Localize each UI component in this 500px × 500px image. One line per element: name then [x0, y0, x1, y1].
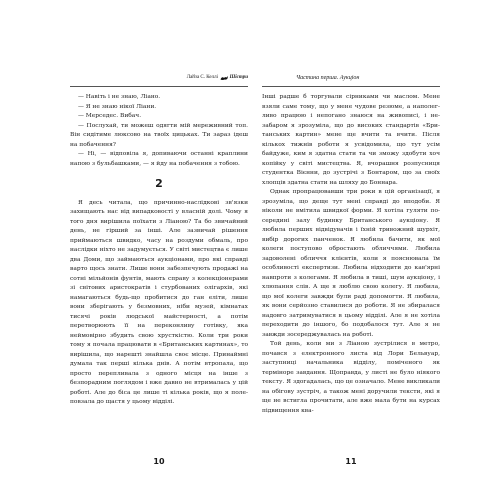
header-book-title: Шістри [229, 75, 248, 80]
chapter-number: 2 [155, 177, 163, 190]
left-page-header [70, 72, 248, 87]
page-number: 10 [153, 457, 165, 466]
right-page [262, 72, 440, 472]
right-page-body [262, 93, 440, 416]
left-page [70, 72, 248, 472]
left-page-body [70, 93, 248, 408]
page-number: 11 [345, 457, 357, 466]
body-paragraph: Я десь читала, що причинно-наслідкові зв'язки захищають нас від випадковості у власній долі. Чому я того дня вирішила поїхати з Ліаною? Та бо звичайний день, не гірший за інші. Але зазвичай рішення приймаються швидко, часу на роздуми обмаль, про наслідки ніхто не задумується. У світі мистецтва є лише два Доми, що займаються аукціонами, про які справді варто щось знати. Лише вони забезпечують продажі на сотні мільйонів фунтів, мають справу з колекціонерами зі світових аристократів і стурбованих олігархів, які намагаються будь-що пробитися до ган еліти, лише вони зберігають у безмовних, ніби музей, кімнатах тисячі років людської майстерності, а потім перетворюють її на переконливу готівку, яка неймовірно збудить свою хрусткістю. Коли три роки тому я почала працювати в «Британських картинах», то вирішила, що нарешті знайшла своє місце. Принаймні думала так перші кілька днів. А потім втропала, що просто перепливала з одного місця на інше з безпорадним поглядом і вже давно не втрималась у цій роботі. Але до біса це лише ті кілька років, що я полеповзала до щастя у цьому відділі. [70, 199, 248, 405]
right-page-header [262, 72, 440, 87]
header-author: Лайза С. Келлі [186, 75, 218, 80]
body-paragraph: Інші радше б торгували сірниками чи маслом. Мене взяли саме тому, що у мене чудове резюме, а наполегливо працюю і непогано знаюся на живописі, і незабаром я зрозуміла, що до високих стандартів «Британських картин» мене ще вчити та вчити. Після кількох тижнів роботи я усвідомила, що тут усім байдуже, ким я здатна стати та чи зможу здобути хоч копійку у світі мистецтва. Я, вчорашня розпусниця студентка Вієнни, до зустрічі з Бонтаром, що за своїх хлопців здатна стати на шляху до Боннара. [262, 94, 440, 186]
header-part-title: Частина перша. Аукціон [296, 75, 360, 81]
body-paragraph: Той день, коли ми з Ліаною зустрілися в метро, почався з електронного листа від Лори Бельвуар, заступниці начальника відділу, поміченого як терміноре завдання. Щоправда, у листі не було ніякого тексту. Я здогадалась, що це означало. Мене викликали на обігову зустріч, а також мені доручили тексти, які я ще не встигла прочитати, але вже мала бути на курсах підвищення ква- [262, 341, 440, 414]
dialogue-line: — Я не знаю нікої Ліани. [78, 103, 157, 110]
cat-ornament-icon [220, 75, 229, 81]
dialogue-line: — Навіть і не знаю, Ліано. [78, 94, 161, 100]
dialogue-line: — Ні, — відповіла я, допиваючи останні краплини напою з бульбашками, — я йду на побачення з тобою. [70, 151, 248, 167]
body-paragraph: Однак пропрацювавши три роки в цій організації, я зрозуміла, що деще тут мені справді до вподоби. Я ніколи не вмітила швидкої форми. Я хотіла гуляти посередині залу будинку Британського аукціону. Я любила перших відвідувачів і їхній тривожний шурхіт, вибір дорогих панченок. Я любила бачити, як мої колеги поступово обростають обличчями. Любила задоволені обличчя клієнтів, коли я пояснювала їм особливості експертизи. Любила відходити до кав'ярні навпроти з колегами. Я любила в тиші, шум аукціону, і хлюпання слів. А ще я люблю свою колегу. Я любила, що мої колеги завжди були раді допомогти. Я любила, як вони серйозно ставилися до роботи. Я не збиралася надовго затримуватися в цьому відділі. Але я не хотіла переходити до іншого, бо подобалося тут. Але я не завжди зосереджувалась на роботі. [262, 189, 440, 338]
dialogue-line: — Мерседес. Вибач. [78, 113, 142, 119]
dialogue-line: — Послухай, ти можеш одягти мій мереживний топ. Він сидітиме люксово на твоїх цицьках. Ти зараз ідеш на побачення? [70, 122, 248, 148]
